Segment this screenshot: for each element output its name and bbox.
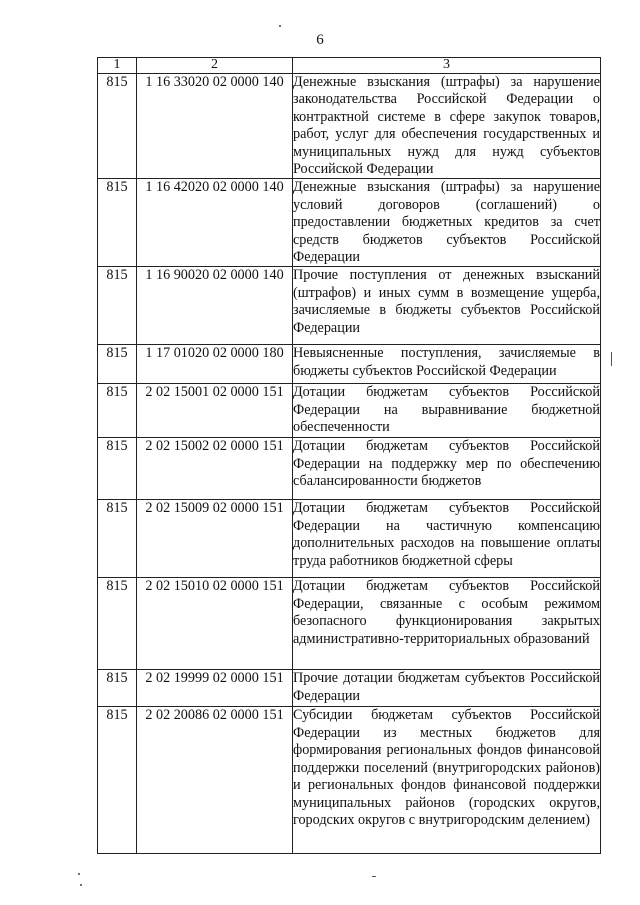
table-row xyxy=(98,670,601,707)
header-col-2: 2 xyxy=(137,58,293,74)
admin-code-cell: 815 xyxy=(98,179,137,267)
table-row xyxy=(98,345,601,384)
header-col-3: 3 xyxy=(293,58,601,74)
table-row xyxy=(98,179,601,267)
table-row xyxy=(98,500,601,578)
table-header-row xyxy=(98,58,601,74)
classification-code-cell: 1 16 42020 02 0000 140 xyxy=(137,179,293,267)
classification-code-cell: 2 02 19999 02 0000 151 xyxy=(137,670,293,707)
classification-code-cell: 2 02 15002 02 0000 151 xyxy=(137,438,293,500)
admin-code-cell: 815 xyxy=(98,267,137,345)
revenue-name-cell: Субсидии бюджетам субъектов Российской Федерации из местных бюджетов для формирования региональных фондов финансовой поддержки поселений (внутригородских районов) и региональных фондов финансовой поддержки муниципальных районов (городских округов, городских округов с внутригородским делением) xyxy=(293,707,601,854)
classification-code-cell: 2 02 20086 02 0000 151 xyxy=(137,707,293,854)
classification-code-cell: 1 17 01020 02 0000 180 xyxy=(137,345,293,384)
classification-code-cell: 2 02 15010 02 0000 151 xyxy=(137,578,293,670)
admin-code-cell: 815 xyxy=(98,384,137,438)
revenue-name-cell: Денежные взыскания (штрафы) за нарушение условий договоров (соглашений) о предоставлении бюджетных кредитов за счет средств бюджетов субъектов Российской Федерации xyxy=(293,179,600,266)
admin-code-cell: 815 xyxy=(98,578,137,670)
admin-code-cell: 815 xyxy=(98,74,137,179)
revenue-codes-table xyxy=(97,57,601,854)
revenue-name-cell: Дотации бюджетам субъектов Российской Федерации на частичную компенсацию дополнительных расходов на повышение оплаты труда работников бюджетной сферы xyxy=(293,500,601,578)
revenue-name-cell: Прочие поступления от денежных взысканий (штрафов) и иных сумм в возмещение ущерба, зачисляемые в бюджеты субъектов Российской Федерации xyxy=(293,267,601,345)
classification-code-cell: 2 02 15001 02 0000 151 xyxy=(137,384,293,438)
table-row xyxy=(98,74,601,179)
revenue-name-cell: Прочие дотации бюджетам субъектов Российской Федерации xyxy=(293,670,601,707)
revenue-name-cell: Денежные взыскания (штрафы) за нарушение законодательства Российской Федерации о контрактной системе в сфере закупок товаров, работ, услуг для обеспечения государственных и муниципальных нужд для нужд субъектов Российской Федерации xyxy=(293,74,600,178)
page-number: 6 xyxy=(316,32,324,48)
table-row xyxy=(98,438,601,500)
revenue-name-cell: Дотации бюджетам субъектов Российской Федерации на выравнивание бюджетной обеспеченности xyxy=(293,384,601,438)
revenue-name-cell: Дотации бюджетам субъектов Российской Федерации, связанные с особым режимом безопасного функционирования закрытых административно-территориальных образований xyxy=(293,578,601,670)
scan-speck xyxy=(78,873,80,875)
table-row xyxy=(98,578,601,670)
table-row xyxy=(98,384,601,438)
revenue-name-cell: Невыясненные поступления, зачисляемые в бюджеты субъектов Российской Федерации xyxy=(293,345,601,384)
scan-margin-mark xyxy=(611,352,612,366)
admin-code-cell: 815 xyxy=(98,670,137,707)
header-col-1: 1 xyxy=(98,58,137,74)
revenue-name-cell: Дотации бюджетам субъектов Российской Федерации на поддержку мер по обеспечению сбалансированности бюджетов xyxy=(293,438,601,500)
scan-speck xyxy=(372,876,376,877)
admin-code-cell: 815 xyxy=(98,500,137,578)
admin-code-cell: 815 xyxy=(98,345,137,384)
table-row xyxy=(98,267,601,345)
scan-speck xyxy=(279,25,281,27)
admin-code-cell: 815 xyxy=(98,707,137,854)
classification-code-cell: 1 16 90020 02 0000 140 xyxy=(137,267,293,345)
classification-code-cell: 2 02 15009 02 0000 151 xyxy=(137,500,293,578)
table-row xyxy=(98,707,601,854)
classification-code-cell: 1 16 33020 02 0000 140 xyxy=(137,74,293,179)
admin-code-cell: 815 xyxy=(98,438,137,500)
scan-speck xyxy=(80,884,82,886)
